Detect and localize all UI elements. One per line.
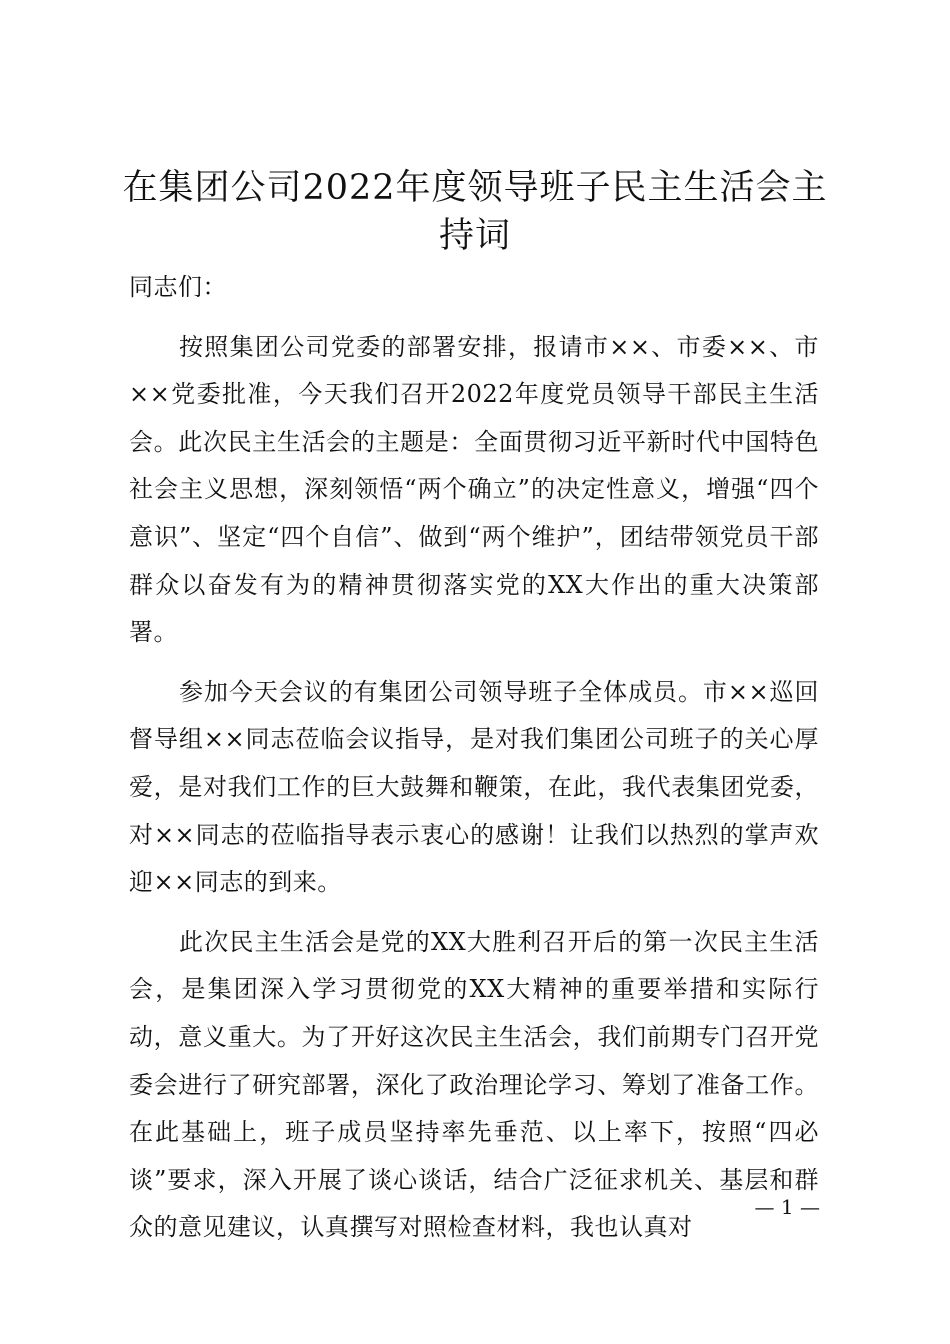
paragraph-3: 此次民主生活会是党的XX大胜利召开后的第一次民主生活会，是集团深入学习贯彻党的XX大精神的重要举措和实际行动，意义重大。为了开好这次民主生活会，我们前期专门召开党委会进行了研究部署，深化了政治理论学习、筹划了准备工作。在此基础上，班子成员坚持率先垂范、以上率下，按照“四必谈”要求，深入开展了谈心谈话，结合广泛征求机关、基层和群众的意见建议，认真撰写对照检查材料，我也认真对 bbox=[129, 927, 819, 1242]
document-body bbox=[129, 264, 819, 1252]
salutation: 同志们： bbox=[129, 273, 227, 301]
page-number: — 1 — bbox=[754, 1195, 820, 1219]
document-title: 在集团公司2022年度领导班子民主生活会主持词 bbox=[122, 168, 828, 256]
paragraph-1: 按照集团公司党委的部署安排，报请市××、市委××、市××党委批准，今天我们召开2022年度党员领导干部民主生活会。此次民主生活会的主题是：全面贯彻习近平新时代中国特色社会主义思想，深刻领悟“两个确立”的决定性意义，增强“四个意识”、坚定“四个自信”、做到“两个维护”，团结带领党员干部群众以奋发有为的精神贯彻落实党的XX大作出的重大决策部署。 bbox=[129, 332, 819, 647]
paragraph-2: 参加今天会议的有集团公司领导班子全体成员。市××巡回督导组××同志莅临会议指导，是对我们集团公司班子的关心厚爱，是对我们工作的巨大鼓舞和鞭策，在此，我代表集团党委，对××同志的莅临指导表示衷心的感谢！让我们以热烈的掌声欢迎××同志的到来。 bbox=[129, 677, 819, 897]
